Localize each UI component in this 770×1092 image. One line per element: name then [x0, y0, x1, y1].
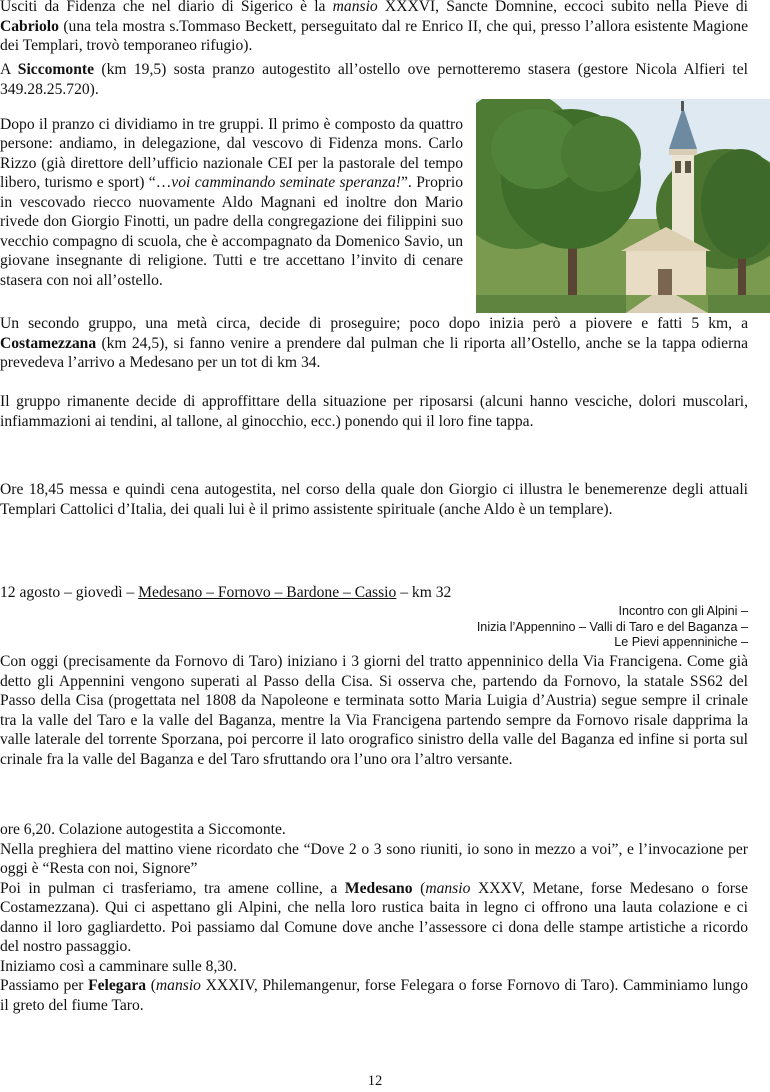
paragraph-morning — [0, 820, 748, 1015]
church-photo-image — [476, 99, 770, 313]
day-subtitles — [328, 604, 748, 651]
text: (una tela mostra s.Tommaso Beckett, perseguitato dal re Enrico II, che qui, presso l’allora esistente Magione dei Templari, trovò temporaneo rifugio). — [0, 17, 748, 54]
subtitle-line: Incontro con gli Alpini – — [618, 604, 748, 618]
day-heading — [0, 583, 748, 603]
text: ”. Proprio in vescovado riecco nuovamente Aldo Magnani ed inoltre don Mario rivede don Giorgio Finotti, un padre della congregazione dei filippini suo vecchio compagno di scuola, che è accompagnato da Domenico Savio, un giovane insegnante di religione. Tutti e tre accettano l’invito di cenare stasera con noi all’ostello. — [0, 174, 464, 289]
text: Iniziamo così a camminare sulle 8,30. — [0, 957, 237, 975]
text-italic: mansio — [425, 879, 471, 897]
place-name: Medesano — [344, 879, 413, 897]
quote-italic: voi camminando seminate speranza! — [171, 174, 402, 192]
paragraph-siccomonte — [0, 60, 748, 99]
heading-route: Medesano – Fornovo – Bardone – Cassio — [138, 584, 397, 601]
subtitle-line: Le Pievi appenniniche – — [614, 635, 748, 649]
text: Ore 18,45 messa e quindi cena autogestita, nel corso della quale don Giorgio ci illustra le benemerenze degli attuali Templari Cattolici d’Italia, dei quali lui è il primo assistente spirituale (anche Aldo è un templare). — [0, 481, 748, 518]
paragraph-first-group — [0, 99, 463, 306]
paragraph-evening — [0, 480, 748, 519]
text: Il gruppo rimanente decide di approffittare della situazione per riposarsi (alcuni hanno vesciche, dolori muscolari, infiammazioni ai tendini, al tallone, al ginocchio, ecc.) ponendo qui il loro fine tappa. — [0, 393, 748, 430]
heading-date: 12 agosto – giovedì – — [0, 584, 139, 601]
text: XXXVI, Sancte Domnine, eccoci subito nella Pieve di — [377, 0, 748, 15]
place-name: Costamezzana — [0, 334, 97, 352]
text: Dopo il pranzo ci dividiamo in tre gruppi. Il primo è composto da quattro persone: andiamo, in delegazione, dal vescovo di Fidenza mons. Carlo Rizzo (già direttore dell’ufficio nazionale CEI per la pastorale del tempo libero, turismo e sport) “… — [0, 115, 463, 192]
place-name: Cabriolo — [0, 17, 59, 35]
text: Nella preghiera del mattino viene ricordato che “Dove 2 o 3 sono riuniti, io sono in mezzo a voi”, e l’invocazione per oggi è “Resta con noi, Signore” — [0, 840, 748, 877]
text: XXXV, Metane, forse Medesano o forse Costamezzana). Qui ci aspettano gli Alpini, che nella loro rustica baita in legno ci offrono una lauta colazione e ci danno il loro gagliardetto. Poi passiamo dal Comune dove anche l’assessore ci dona delle stampe artistiche a ricordo del nostro passaggio. — [0, 879, 748, 955]
text: A — [0, 61, 18, 78]
page-number: 12 — [367, 1073, 383, 1089]
text: ( — [412, 879, 426, 897]
text: ( — [146, 977, 156, 994]
place-name: Felegara — [88, 977, 147, 994]
church-photo — [476, 99, 770, 313]
text: ore 6,20. Colazione autogestita a Siccomonte. — [0, 821, 286, 838]
text: Usciti da Fidenza che nel diario di Sigerico è la — [0, 0, 333, 15]
paragraph-second-group — [0, 314, 748, 373]
text: XXXIV, Philemangenur, forse Felegara o forse Fornovo di Taro). Camminiamo lungo il greto del fiume Taro. — [0, 977, 749, 1014]
place-name: Siccomonte — [17, 61, 94, 78]
text: (km 24,5), si fanno venire a prendere dal pulman che li riporta all’Ostello, anche se la tappa odierna prevedeva l’arrivo a Medesano per un tot di km 34. — [0, 334, 748, 371]
text: Un secondo gruppo, una metà circa, decide di proseguire; poco dopo inizia però a piovere e fatti 5 km, a — [0, 315, 748, 332]
text: Con oggi (precisamente da Fornovo di Taro) iniziano i 3 giorni del tratto appenninico della Via Francigena. Come già detto gli Appennini vengono superati al Passo della Cisa. Si osserva che, partendo da Fornovo, la statale SS62 del Passo della Cisa (progettata nel 1808 da Napoleone e terminata sotto Maria Luigia d’Austria) segue sempre il crinale tra la valle del Taro e la valle del Baganza, mentre la Via Francigena partendo sempre da Fornovo risale dapprima la valle laterale del torrente Sporzana, poi percorre il lato orografico sinistro della valle del Baganza ed infine si porta sul crinale fra la valle del Baganza e del Taro sfruttando ora l’uno ora l’altro versante. — [0, 653, 748, 768]
paragraph-appennino — [0, 652, 748, 769]
text: Passiamo per — [0, 977, 89, 994]
subtitle-line: Inizia l’Appennino – Valli di Taro e del Baganza – — [476, 619, 748, 634]
paragraph-third-group — [0, 392, 748, 431]
text: Poi in pulman ci trasferiamo, tra amene colline, a — [0, 879, 345, 897]
paragraph-cabriolo — [0, 0, 748, 56]
text-italic: mansio — [155, 977, 201, 994]
text-italic: mansio — [332, 0, 378, 15]
text: (km 19,5) sosta pranzo autogestito all’ostello ove pernotteremo stasera (gestore Nicola Alfieri tel 349.28.25.720). — [0, 61, 748, 98]
heading-km: – km 32 — [396, 584, 452, 601]
